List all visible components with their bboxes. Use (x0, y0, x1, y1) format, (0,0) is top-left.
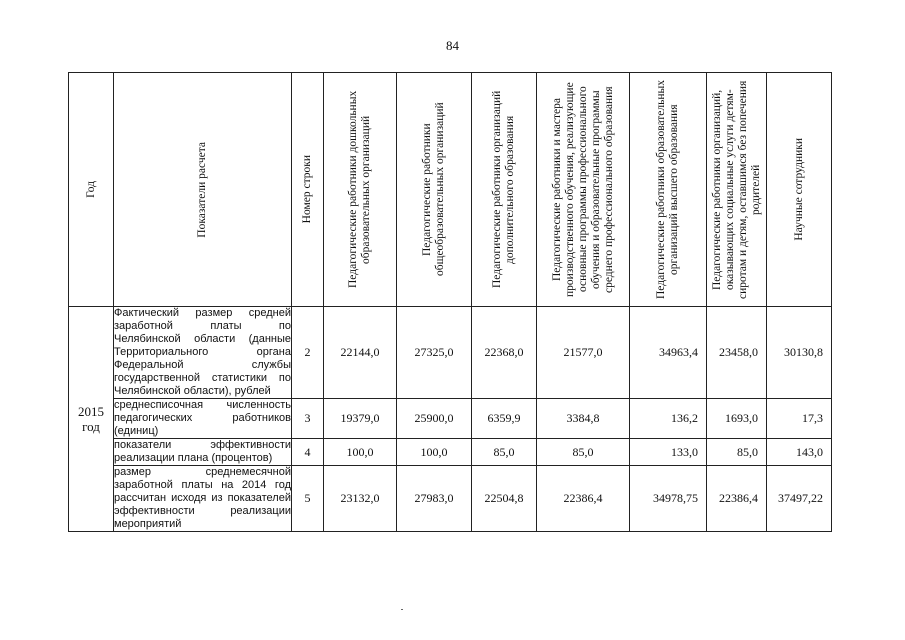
value-cell: 3384,8 (537, 399, 630, 439)
table-row (69, 307, 832, 399)
header-year: Год (69, 73, 114, 307)
header-indicator: Показатели расчета (114, 73, 292, 307)
value-cell: 37497,22 (767, 466, 832, 532)
value-cell: 85,0 (537, 439, 630, 466)
header-social: Педагогические работники организаций, оказывающих социальные услуги детям-сиротам и детям, оставшимся без попечения родителей (707, 73, 767, 307)
value-cell: 25900,0 (397, 399, 472, 439)
value-cell: 136,2 (630, 399, 707, 439)
header-general: Педагогические работники общеобразовательных организаций (397, 73, 472, 307)
indicator-cell: размер среднемесячной заработной платы на 2014 год рассчитан исходя из показателей эффективности реализации мероприятий (114, 466, 291, 530)
value-cell: 23132,0 (324, 466, 397, 532)
indicator-cell: показатели эффективности реализации плана (процентов) (114, 439, 291, 464)
value-cell: 22386,4 (707, 466, 767, 532)
indicator-cell: среднесписочная численность педагогических работников (единиц) (114, 399, 291, 437)
value-cell: 23458,0 (707, 307, 767, 399)
value-cell: 27325,0 (397, 307, 472, 399)
value-cell: 22386,4 (537, 466, 630, 532)
header-scientific: Научные сотрудники (767, 73, 832, 307)
header-additional: Педагогические работники организаций дополнительного образования (472, 73, 537, 307)
value-cell: 30130,8 (767, 307, 832, 399)
value-cell: 133,0 (630, 439, 707, 466)
page-number: 84 (446, 38, 459, 53)
year-cell: 2015 год (69, 307, 114, 532)
header-row-number: Номер строки (292, 73, 324, 307)
indicator-cell: Фактический размер средней заработной платы по Челябинской области (данные Территориального органа Федеральной службы государственной статистики по Челябинской области), рублей (114, 307, 291, 397)
salary-table (68, 72, 832, 532)
value-cell: 143,0 (767, 439, 832, 466)
header-vocational: Педагогические работники и мастера производственного обучения, реализующие основные программы профессионального обучения и образовательные программы среднего профессионального образования (537, 73, 630, 307)
value-cell: 19379,0 (324, 399, 397, 439)
value-cell: 100,0 (324, 439, 397, 466)
table-row (69, 466, 832, 532)
row-number-cell: 5 (292, 466, 324, 532)
header-preschool: Педагогические работники дошкольных образовательных организаций (324, 73, 397, 307)
value-cell: 22368,0 (472, 307, 537, 399)
row-number-cell: 2 (292, 307, 324, 399)
table-row (69, 439, 832, 466)
value-cell: 6359,9 (472, 399, 537, 439)
value-cell: 85,0 (472, 439, 537, 466)
header-row (69, 73, 832, 307)
row-number-cell: 3 (292, 399, 324, 439)
value-cell: 34963,4 (630, 307, 707, 399)
value-cell: 34978,75 (630, 466, 707, 532)
row-number-cell: 4 (292, 439, 324, 466)
value-cell: 22144,0 (324, 307, 397, 399)
value-cell: 21577,0 (537, 307, 630, 399)
value-cell: 22504,8 (472, 466, 537, 532)
value-cell: 85,0 (707, 439, 767, 466)
value-cell: 100,0 (397, 439, 472, 466)
value-cell: 17,3 (767, 399, 832, 439)
table-row (69, 399, 832, 439)
value-cell: 27983,0 (397, 466, 472, 532)
scan-speck (401, 609, 403, 610)
value-cell: 1693,0 (707, 399, 767, 439)
header-higher: Педагогические работники образовательных организаций высшего образования (630, 73, 707, 307)
